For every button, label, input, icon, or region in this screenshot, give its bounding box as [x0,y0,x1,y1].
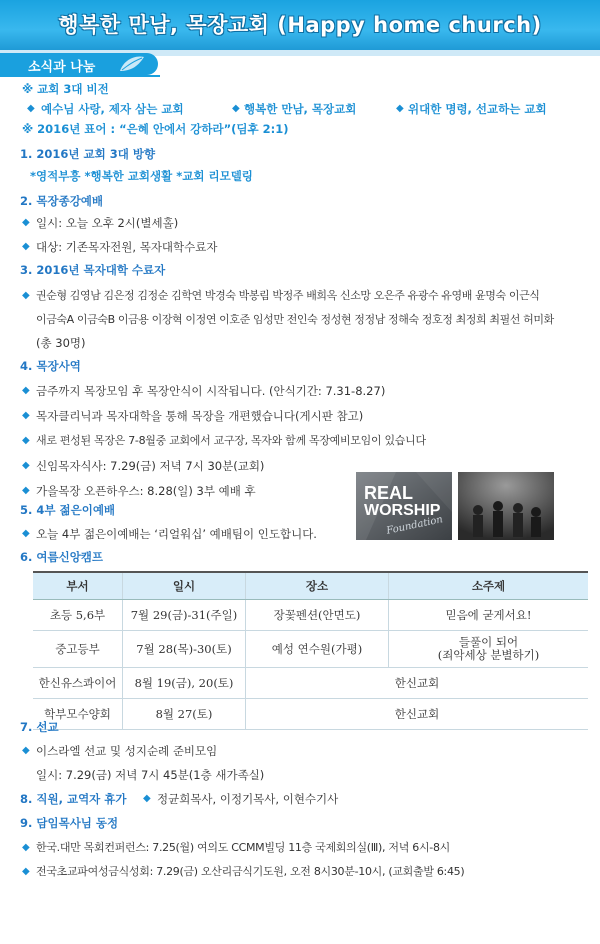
diamond-bullet-icon: ◆ [22,410,30,421]
column-header: 부서 [33,572,123,600]
section-7-sub: 일시: 7.29(금) 저녁 7시 45분(1층 새가족실) [36,768,265,782]
section-8-heading: 8. 직원, 교역자 휴가 [20,792,127,806]
section-4-item-5: 가을목장 오픈하우스: 8.28(일) 3부 예배 후 [36,484,256,498]
table-row [33,668,588,699]
page-title: 행복한 만남, 목장교회 (Happy home church) [58,13,542,37]
diamond-bullet-icon: ◆ [22,866,30,877]
section-2-heading: 2. 목장종강예배 [20,194,104,208]
table-cell: 7월 29(금)-31(주일) [123,600,246,631]
table-cell: 중고등부 [33,631,123,668]
table-cell: 8월 19(금), 20(토) [123,668,246,699]
table-cell: 초등 5,6부 [33,600,123,631]
column-header: 장소 [246,572,389,600]
section-3-total: (총 30명) [36,336,86,350]
diamond-bullet-icon: ◆ [22,528,30,539]
section-7-heading: 7. 선교 [20,720,59,734]
vision-item-1: 예수님 사랑, 제자 삼는 교회 [41,102,184,116]
section-tab-label: 소식과 나눔 [28,60,96,75]
section-4-heading: 4. 목장사역 [20,359,81,373]
table-cell: 예성 연수원(가평) [246,631,389,668]
table-row [33,699,588,730]
section-underline [0,75,160,77]
diamond-bullet-icon: ◆ [22,241,30,252]
photo-text-real: REAL [364,483,413,503]
column-header: 소주제 [389,572,589,600]
diamond-bullet-icon: ◆ [22,842,30,853]
table-row [33,631,588,668]
header-banner [0,0,600,56]
section-4-item-1: 금주까지 목장모임 후 목장안식이 시작됩니다. (안식기간: 7.31-8.27) [36,384,386,398]
vision-heading: ※ 교회 3대 비전 [22,82,109,96]
vision-item-3: 위대한 명령, 선교하는 교회 [408,102,547,116]
diamond-bullet-icon: ◆ [232,103,240,114]
photo-text-worship: WORSHIP [364,502,441,519]
section-7-item-1: 이스라엘 선교 및 성지순례 준비모임 [36,744,218,758]
section-3-names-1: 권순형 김영남 김은정 김정순 김학연 박경숙 박봉림 박정주 배희옥 신소망 오은주 유광수 유영배 윤명숙 이근식 [36,289,540,302]
section-9-item-1: 한국.대만 목회컨퍼런스: 7.25(월) 여의도 CCMM빌딩 11층 국제회의실(Ⅲ), 저녁 6시-8시 [36,841,450,854]
diamond-bullet-icon: ◆ [22,460,30,471]
section-4-item-3: 새로 편성된 목장은 7-8월중 교회에서 교구장, 목자와 함께 목장예비모임이 있습니다 [36,434,426,447]
table-row [33,600,588,631]
column-header: 일시 [123,572,246,600]
photo-text-script: Foundation [385,514,444,537]
section-3-heading: 3. 2016년 목자대학 수료자 [20,263,166,277]
section-4-item-4: 신임목자식사: 7.29(금) 저녁 7시 30분(교회) [36,459,265,473]
section-2-item-1: 일시: 오늘 오후 2시(별세홀) [36,216,179,230]
section-9-heading: 9. 담임목사님 동정 [20,816,119,830]
diamond-bullet-icon: ◆ [22,217,30,228]
table-cell: 들풀이 되어 (죄악세상 분별하기) [389,631,589,668]
motto: ※ 2016년 표어 : “은혜 안에서 강하라”(딤후 2:1) [22,122,289,136]
vision-item-2: 행복한 만남, 목장교회 [244,102,357,116]
section-8-text: 정균희목사, 이정기목사, 이현수기사 [157,792,339,806]
leaf-icon [118,55,146,73]
section-tab [0,53,158,75]
table-cell: 한신유스콰이어 [33,668,123,699]
diamond-bullet-icon: ◆ [22,435,30,446]
section-6-heading: 6. 여름신앙캠프 [20,550,104,564]
table-cell: 학부모수양회 [33,699,123,730]
section-1-line: *영적부흥 *행복한 교회생활 *교회 리모델링 [30,169,253,183]
table-header-row [33,572,588,600]
section-5-item-1: 오늘 4부 젊은이예배는 ‘리얼워십’ 예배팀이 인도합니다. [36,527,317,541]
section-1-heading: 1. 2016년 교회 3대 방향 [20,147,156,161]
diamond-bullet-icon: ◆ [27,103,35,114]
section-3-names-2: 이금숙A 이금숙B 이금용 이장혁 이정연 이호준 임성만 전인숙 정성현 정정남 정해숙 정호정 최정희 최필선 허미화 [36,313,554,326]
worship-team-photo [458,472,554,540]
table-cell: 7월 28(목)-30(토) [123,631,246,668]
table-cell: 장꽃펜션(안면도) [246,600,389,631]
section-9-item-2: 전국초교파여성금식성회: 7.29(금) 오산리금식기도원, 오전 8시30분-10시, (교회출발 6:45) [36,865,465,878]
table-cell: 8월 27(토) [123,699,246,730]
camp-table [33,571,588,730]
real-worship-logo-image [356,472,452,540]
diamond-bullet-icon: ◆ [22,745,30,756]
diamond-bullet-icon: ◆ [22,485,30,496]
section-4-item-2: 목자클리닉과 목자대학을 통해 목장을 개편했습니다(게시판 참고) [36,409,364,423]
diamond-bullet-icon: ◆ [143,793,151,804]
table-cell: 한신교회 [246,699,589,730]
table-cell: 한신교회 [246,668,589,699]
diamond-bullet-icon: ◆ [22,385,30,396]
section-5-heading: 5. 4부 젊은이예배 [20,503,116,517]
diamond-bullet-icon: ◆ [22,290,30,301]
table-cell: 믿음에 굳게서요! [389,600,589,631]
section-2-item-2: 대상: 기존목자전원, 목자대학수료자 [36,240,218,254]
diamond-bullet-icon: ◆ [396,103,404,114]
